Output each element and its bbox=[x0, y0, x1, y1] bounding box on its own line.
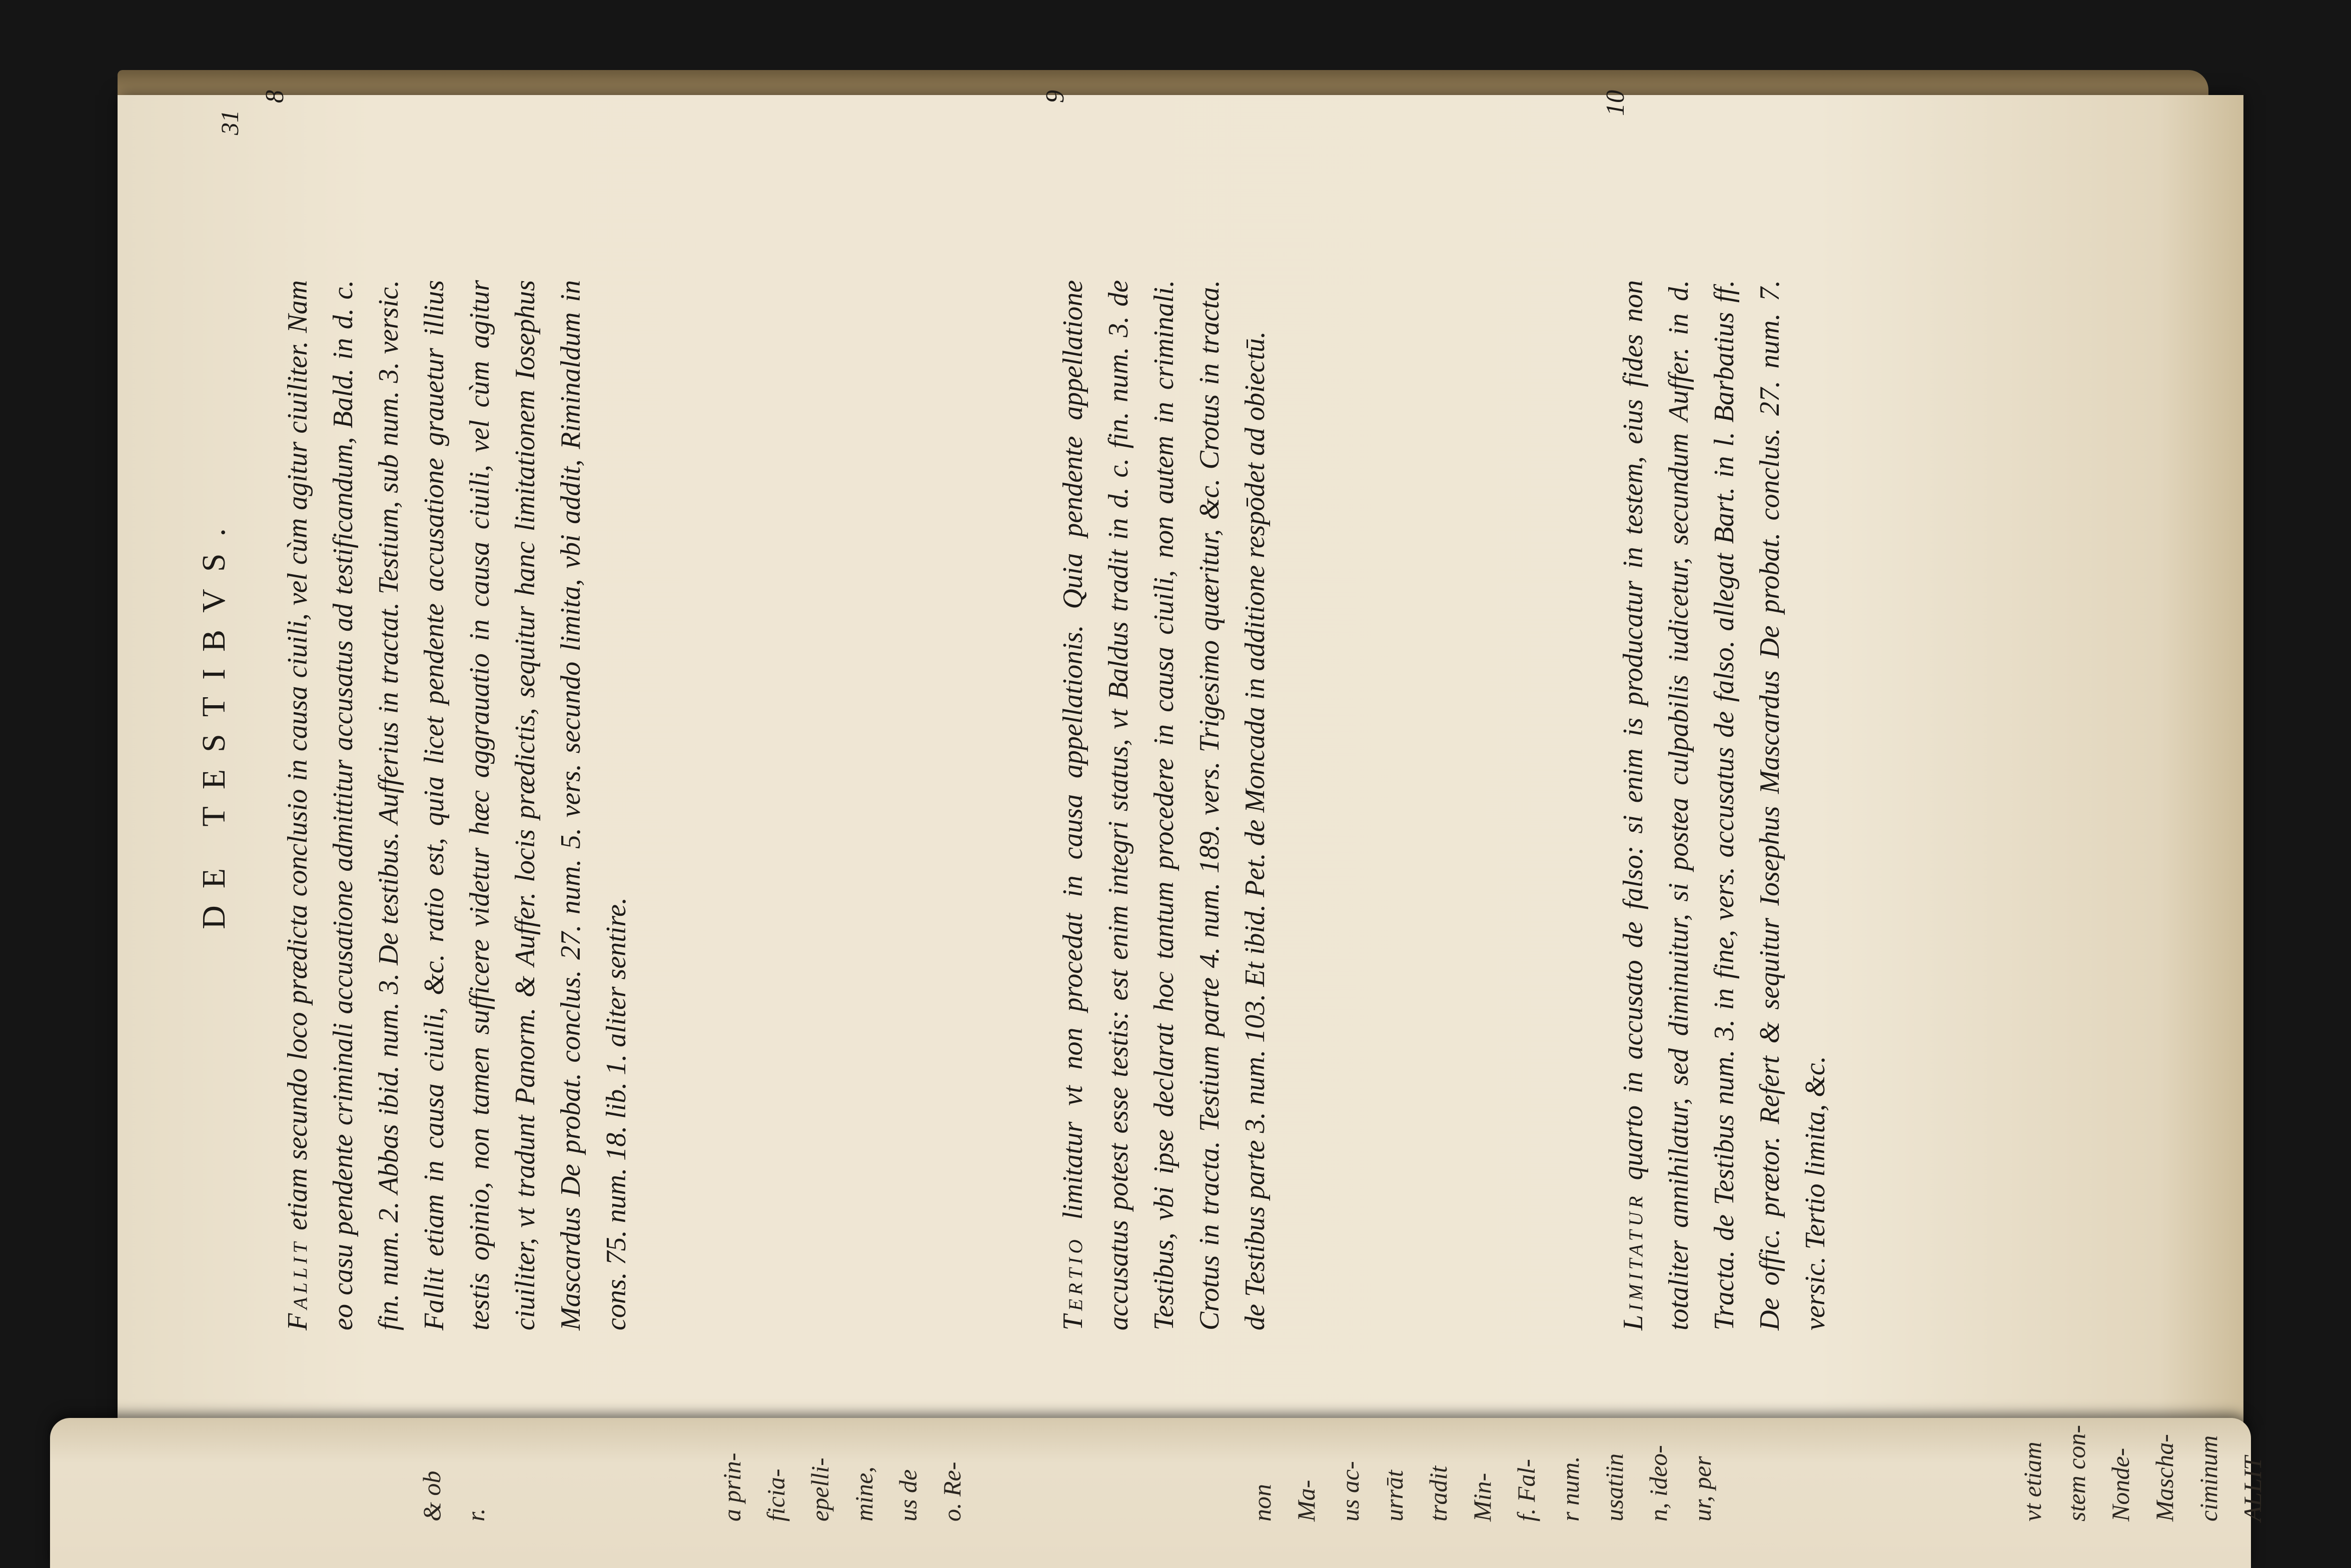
facing-page-line-fragment: tradit bbox=[1424, 1465, 1452, 1521]
paragraph-number: 10 bbox=[1601, 90, 1630, 116]
facing-page-line-fragment: & ob bbox=[418, 1470, 446, 1521]
facing-page-line-fragment: stem con- bbox=[2062, 1425, 2090, 1521]
paragraph-text: limitatur vt non procedat in causa appellationis. Quia pendente appellatione accusatus potest esse testis: est enim integri status, vt Baldus tradit in d. c. fin. num. 3. de Testibus, vbi ipse declarat hoc tantum procedere in causa ciuili, non autem in criminali. Crotus in tracta. Testium parte 4. num. 189. vers. Trigesimo quæritur, &c. Crotus in tracta. de Testibus parte 3. num. 103. Et ibid. Pet. de Moncada in additione respōdet ad obiectū. bbox=[1057, 280, 1271, 1330]
page-text-block bbox=[125, 90, 1901, 1350]
facing-page-line-fragment: epelli- bbox=[806, 1457, 834, 1521]
facing-page-line-fragment: r. bbox=[462, 1508, 490, 1521]
facing-page-line-fragment: ciminum bbox=[2194, 1435, 2222, 1521]
facing-page-line-fragment: usatiin bbox=[1600, 1453, 1628, 1521]
facing-page-line-fragment: o. Re- bbox=[938, 1461, 966, 1521]
facing-page-line-fragment: ur, per bbox=[1688, 1456, 1716, 1521]
paragraph-text: etiam secundo loco prædicta conclusio in causa ciuili, vel cùm agitur ciuiliter. Nam eo casu pendente criminali accusatione admittitur accusatus ad testificandum, Bald. in d. c. fin. num. 2. Abbas ibid. num. 3. De testibus. Aufferius in tractat. Testium, sub num. 3. versic. Fallit etiam in causa ciuili, &c. ratio est, quia licet pendente accusatione grauetur illius testis opinio, non tamen sufficere videtur hæc aggrauatio in causa ciuili, vel cùm agitur ciuiliter, vt tradunt Panorm. & Auffer. locis prædictis, sequitur hanc limitationem Iosephus Mascardus De probat. conclus. 27. num. 5. vers. secundo limita, vbi addit, Riminaldum in cons. 75. num. 18. lib. 1. aliter sentire. bbox=[282, 280, 632, 1330]
facing-page-line-fragment: r num. bbox=[1556, 1456, 1584, 1521]
facing-page-line-fragment: us ac- bbox=[1336, 1461, 1364, 1521]
paragraph bbox=[1050, 280, 1278, 1330]
paragraph bbox=[1611, 280, 1838, 1330]
facing-page-line-fragment: a prin- bbox=[718, 1452, 746, 1521]
facing-page-line-fragment: n, ideo- bbox=[1644, 1445, 1672, 1521]
paragraph-number: 8 bbox=[261, 90, 289, 103]
paragraph-number: 9 bbox=[1041, 90, 1069, 103]
facing-page-line-fragment: Min- bbox=[1468, 1472, 1496, 1521]
page-number: 31 bbox=[216, 110, 244, 135]
paragraph-lead-word: Fallit bbox=[282, 1238, 313, 1330]
facing-page-line-fragment: urrāt bbox=[1380, 1470, 1408, 1521]
facing-page-text bbox=[210, 1326, 2311, 1536]
paragraph bbox=[275, 280, 639, 1330]
facing-page-line-fragment: ficia- bbox=[762, 1468, 790, 1521]
facing-page-line-fragment: vt etiam bbox=[2018, 1441, 2046, 1521]
facing-page-line-fragment: f. Fal- bbox=[1512, 1459, 1540, 1521]
running-head-title: DE TESTIBVS. bbox=[196, 511, 232, 929]
facing-page-line-fragment: Nonde- bbox=[2106, 1447, 2134, 1521]
facing-page-line-fragment: mine, bbox=[850, 1466, 878, 1521]
paragraph-lead-word: Limitatur bbox=[1618, 1192, 1649, 1330]
paragraph-text: quarto in accusato de falso: si enim is producatur in testem, eius fides non totaliter annihilatur, sed diminuitur, si postea culpabilis iudicetur, secundum Auffer. in d. Tracta. de Testibus num. 3. in fine, vers. accusatus de falso. allegat Bart. in l. Barbatius ff. De offic. prætor. Refert & sequitur Iosephus Mascardus De probat. conclus. 27. num. 7. versic. Tertio limita, &c. bbox=[1618, 280, 1831, 1330]
facing-page-line-fragment: ALLIT bbox=[2238, 1456, 2266, 1521]
facing-page-line-fragment: us de bbox=[894, 1469, 922, 1521]
paragraph-lead-word: Tertio bbox=[1057, 1235, 1088, 1330]
running-head bbox=[195, 90, 255, 1350]
facing-page-line-fragment: Mascha- bbox=[2150, 1434, 2178, 1521]
facing-page-line-fragment: non bbox=[1248, 1484, 1276, 1521]
facing-page-line-fragment: Ma- bbox=[1292, 1479, 1320, 1521]
